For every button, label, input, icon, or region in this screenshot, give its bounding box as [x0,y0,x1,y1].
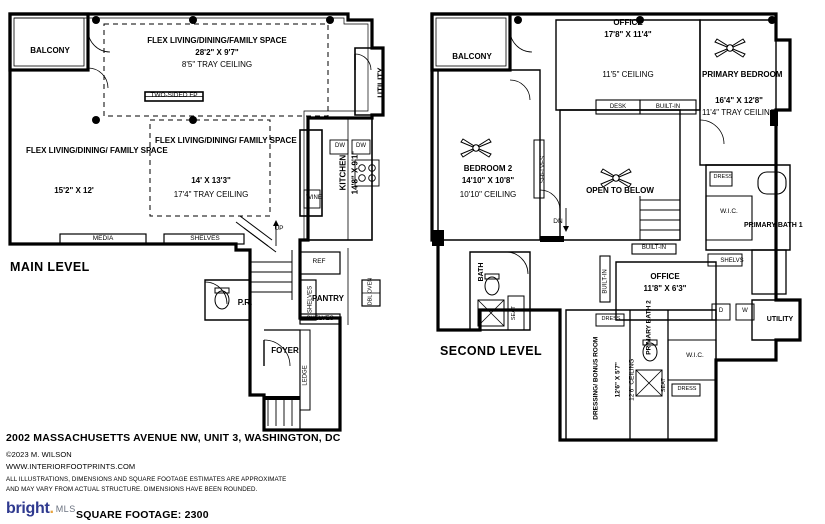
room-label-kitchen: KITCHEN [338,154,348,191]
annotation-wic-1: W.I.C. [720,208,738,215]
room-label-bath: BATH [477,262,485,282]
room-label-bedroom-2: BEDROOM 2 [463,164,513,173]
level-label-second: SECOND LEVEL [440,344,543,358]
main-level-plan [10,14,386,430]
annotation-desk: DESK [609,104,627,110]
annotation-up: UP [274,225,284,232]
footer-copyright: ©2023 M. WILSON [6,450,72,459]
annotation-dw-2: DW [356,143,366,149]
room-ceiling-bedroom-2: 10'10" CEILING [459,190,517,199]
annotation-dress-1: DRESS [713,174,733,180]
room-label-foyer: FOYER [271,346,299,355]
annotation-built-in-3: BUILT-IN [602,269,609,294]
bright-mls-brand: bright [6,500,50,517]
annotation-shelvs: SHELVS [720,258,744,264]
room-ceiling-dressing-bonus-room: 12'6" CEILING [628,358,636,401]
room-dims-flex-a: 28'2" X 9'7" [195,48,239,57]
annotation-media: MEDIA [92,235,114,242]
room-label-office-upper: OFFICE [613,18,643,27]
room-ceiling-office-upper: 11'5" CEILING [602,70,654,79]
room-label-primary-bath-1: PRIMARY BATH 1 [744,222,803,229]
room-label-flex-living-dining-family-c: FLEX LIVING/DINING/ FAMILY SPACE [155,136,297,145]
annotation-dn: DN [553,218,563,225]
annotation-dbl-oven: DBL OVEN [367,277,374,306]
footer-address: 2002 MASSACHUSETTS AVENUE NW, UNIT 3, WASHINGTON, DC [6,432,341,444]
room-label-primary-bedroom: PRIMARY BEDROOM [702,70,783,79]
room-ceiling-primary-bedroom: 11'4" TRAY CEILING [702,108,777,117]
annotation-wine: WINE [306,195,322,201]
footer-disclaimer-line2: AND MAY VARY FROM ACTUAL STRUCTURE. DIMENSIONS HAVE BEEN ROUNDED. [6,486,258,493]
room-label-open-to-below: OPEN TO BELOW [586,186,654,195]
annotation-shelves-main-3: SHELVES [306,316,334,322]
annotation-ref: REF [312,258,326,265]
room-dims-office-lower: 11'8" X 6'3" [643,284,687,293]
room-label-powder-room: P.R. [237,298,253,307]
room-label-utility-main: UTILITY [376,67,386,98]
room-ceiling-flex-a: 8'5" TRAY CEILING [181,60,253,69]
annotation-built-in-1: BUILT-IN [655,104,681,110]
room-dims-kitchen: 14'8" X 9'1" [350,150,360,195]
annotation-dw-1: DW [335,143,345,149]
annotation-dryer: D [718,308,724,314]
annotation-washer: W [742,308,748,314]
annotation-wic-2: W.I.C. [686,352,704,359]
annotation-dress-3: DRESS [677,386,697,392]
room-label-primary-bath-2: PRIMARY BATH 2 [645,300,653,355]
room-dims-primary-bedroom: 16'4" X 12'8" [715,96,763,105]
room-dims-office-upper: 17'8" X 11'4" [604,30,652,39]
annotation-seat-2: SEAT [660,378,667,393]
annotation-dress-2: DRESS [601,316,621,322]
bright-mls-watermark [6,500,76,518]
room-label-flex-living-dining-family-a: FLEX LIVING/DINING/FAMILY SPACE [147,36,287,45]
annotation-shelves-second: SHELVES [540,155,547,184]
room-dims-flex-c: 14' X 13'3" [191,176,231,185]
room-label-pantry: PANTRY [312,294,344,303]
room-label-dressing-bonus-room: DRESSING/ BONUS ROOM [592,336,600,420]
room-label-balcony-second: BALCONY [452,52,492,61]
footer-square-footage: SQUARE FOOTAGE: 2300 [76,509,209,521]
room-label-balcony-main: BALCONY [30,46,70,55]
room-label-office-lower: OFFICE [650,272,680,281]
bright-mls-suffix: MLS [55,503,76,514]
footer-disclaimer-line1: ALL ILLUSTRATIONS, DIMENSIONS AND SQUARE FOOTAGE ESTIMATES ARE APPROXIMATE [6,476,287,483]
room-label-flex-living-dining-family-b: FLEX LIVING/DINING/ FAMILY SPACE [26,146,168,155]
annotation-shelves-main-2: SHELVES [307,285,314,314]
room-dims-dressing-bonus-room: 12'6" X 5'7" [614,362,622,398]
annotation-shelves-main-1: SHELVES [190,235,220,242]
room-dims-flex-b: 15'2" X 12' [54,186,94,195]
bright-mls-dot: . [49,500,54,517]
room-ceiling-flex-c: 17'4" TRAY CEILING [173,190,249,199]
room-dims-bedroom-2: 14'10" X 10'8" [461,176,515,185]
room-label-utility-second: UTILITY [766,316,794,323]
annotation-two-sided-fp: TWO-SIDED FP [150,92,198,99]
annotation-built-in-2: BUILT-IN [641,245,667,251]
annotation-ledge: LEDGE [302,365,309,386]
footer-website: WWW.INTERIORFOOTPRINTS.COM [6,462,136,471]
annotation-seat-1: SEAT [510,306,517,321]
level-label-main: MAIN LEVEL [10,260,90,274]
